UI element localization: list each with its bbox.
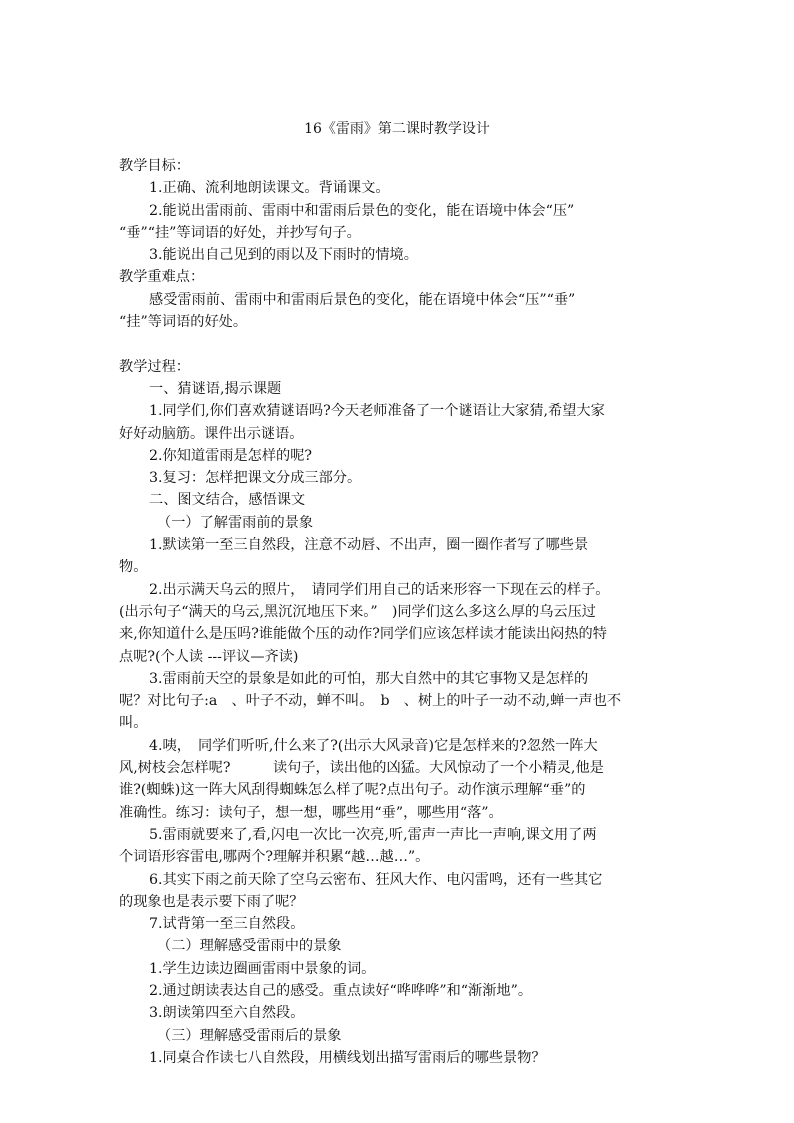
text-line: （三）理解感受雷雨后的景象: [157, 1027, 342, 1044]
text-line: 2.能说出雷雨前、雷雨中和雷雨后景色的变化，能在语境中体会“压”: [149, 202, 575, 219]
text-line: 的现象也是表示要下雨了呢？: [119, 893, 304, 910]
text-line: 教学重难点：: [119, 269, 205, 286]
text-line: 好好动脑筋。课件出示谜语。: [119, 425, 304, 442]
text-line: 1.同桌合作读七八自然段，用横线划出描写雷雨后的哪些景物？: [149, 1049, 546, 1066]
text-line: “挂”等词语的好处。: [119, 314, 248, 331]
text-line: 3.复习：怎样把课文分成三部分。: [149, 470, 362, 487]
text-line: 教学目标：: [119, 158, 190, 174]
text-line: （二）理解感受雷雨中的景象: [157, 938, 342, 955]
text-line: (出示句子“满天的乌云,黑沉沉地压下来。” )同学们这么多这么厚的乌云压过: [119, 603, 596, 620]
text-line: 谁?(蜘蛛)这一阵大风刮得蜘蛛怎么样了呢?点出句子。动作演示理解“垂”的: [119, 782, 586, 799]
text-line: 5.雷雨就要来了,看,闪电一次比一次亮,听,雷声一声比一声响,课文用了两: [149, 826, 597, 843]
text-line: 准确性。练习：读句子，想一想，哪些用“垂”，哪些用“落”。: [119, 804, 503, 821]
text-line: 1.默读第一至三自然段，注意不动唇、不出声，圈一圈作者写了哪些景: [149, 537, 589, 554]
text-line: 3.朗读第四至六自然段。: [149, 1005, 305, 1022]
text-line: 来,你知道什么是压吗?谁能做个压的动作?同学们应该怎样读才能读出闷热的特: [119, 626, 607, 643]
text-line: 个词语形容雷电,哪两个?理解并积累“越…越…”。: [119, 849, 430, 866]
text-line: 3.雷雨前天空的景象是如此的可怕，那大自然中的其它事物又是怎样的: [149, 670, 589, 687]
text-line: 2.通过朗读表达自己的感受。重点读好“哗哗哗”和“渐渐地”。: [149, 982, 533, 999]
text-line: （一）了解雷雨前的景象: [157, 514, 314, 531]
text-line: 1.正确、流利地朗读课文。背诵课文。: [149, 180, 390, 197]
text-line: 物。: [119, 559, 148, 576]
text-line: 2.出示满天乌云的照片， 请同学们用自己的话来形容一下现在云的样子。: [149, 581, 610, 598]
text-line: 3.能说出自己见到的雨以及下雨时的情境。: [149, 247, 418, 264]
text-line: 4.咦， 同学们听听,什么来了?(出示大风录音)它是怎样来的?忽然一阵大: [149, 737, 598, 754]
text-line: 教学过程：: [119, 358, 190, 375]
text-line: 二、图文结合，感悟课文: [149, 492, 306, 509]
document-title: 16《雷雨》第二课时教学设计: [304, 121, 490, 137]
text-line: 2.你知道雷雨是怎样的呢?: [149, 447, 313, 464]
text-line: 1.同学们,你们喜欢猜谜语吗?今天老师准备了一个谜语让大家猜,希望大家: [149, 403, 605, 420]
text-line: 点呢?(个人读 ---评议—齐读): [119, 648, 299, 665]
text-line: 1.学生边读边圈画雷雨中景象的词。: [149, 960, 376, 977]
text-line: 6.其实下雨之前天除了空乌云密布、狂风大作、电闪雷鸣，还有一些其它: [149, 871, 603, 888]
text-line: 叫。: [119, 715, 148, 732]
document-body: [119, 155, 679, 1069]
text-line: 风,树枝会怎样呢? 读句子，读出他的凶猛。大风惊动了一个小精灵,他是: [119, 760, 604, 777]
text-line: 呢？对比句子:a 、叶子不动，蝉不叫。 b 、树上的叶子一动不动,蝉一声也不: [119, 693, 622, 710]
text-line: 感受雷雨前、雷雨中和雷雨后景色的变化，能在语境中体会“压”“垂”: [149, 291, 576, 308]
blank-line: [119, 333, 679, 355]
text-line: 一、猜谜语,揭示课题: [149, 380, 282, 397]
text-line: 7.试背第一至三自然段。: [149, 916, 305, 933]
text-line: “垂”“挂”等词语的好处，并抄写句子。: [119, 224, 361, 241]
